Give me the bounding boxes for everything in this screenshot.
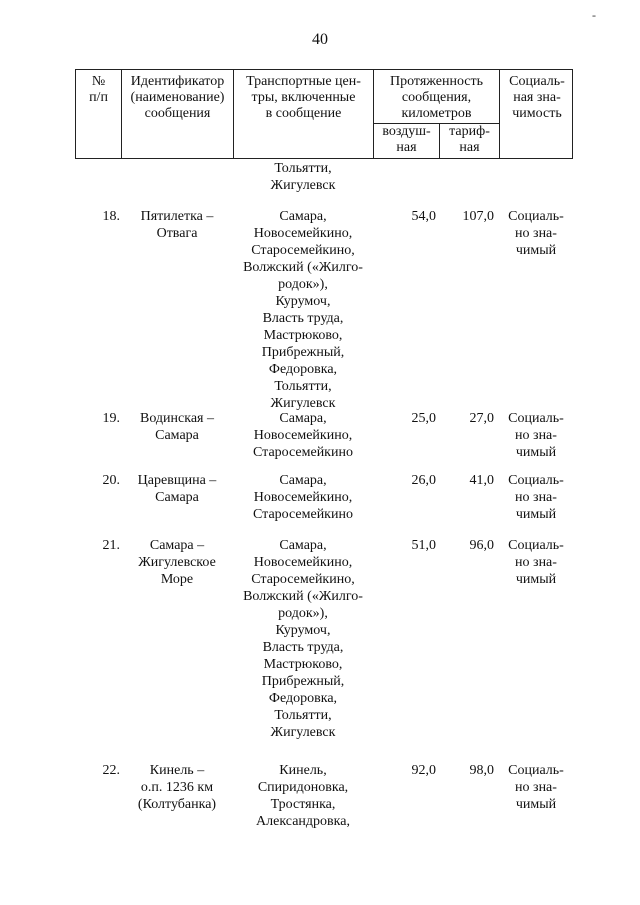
cell-name: Пятилетка – Отвага bbox=[140, 209, 214, 241]
cell-hubs: Самара, Новосемейкино, Старосемейкино bbox=[253, 473, 353, 522]
cell-tariff: 96,0 bbox=[469, 538, 494, 553]
header-air: воздуш- ная bbox=[374, 124, 440, 158]
cell-tariff: 27,0 bbox=[469, 411, 494, 426]
header-name: Идентификатор (наименование) сообщения bbox=[122, 70, 234, 158]
cell-air: 51,0 bbox=[411, 538, 436, 553]
header-length: Протяженность сообщения, километров bbox=[389, 74, 484, 121]
cell-social: Социаль- но зна- чимый bbox=[508, 473, 564, 522]
header-length-group bbox=[374, 70, 500, 158]
table-header bbox=[75, 69, 573, 159]
cell-air: 25,0 bbox=[411, 411, 436, 426]
page-number: 40 bbox=[312, 31, 328, 48]
cell-tariff: 41,0 bbox=[469, 473, 494, 488]
cell-name: Самара – Жигулевское Море bbox=[138, 538, 216, 587]
cell-hubs: Самара, Новосемейкино, Старосемейкино bbox=[253, 411, 353, 460]
cell-num: 19. bbox=[102, 411, 120, 426]
cell-num: 20. bbox=[102, 473, 120, 488]
cell-tariff: 107,0 bbox=[462, 209, 494, 224]
cell-social: Социаль- но зна- чимый bbox=[508, 538, 564, 587]
cell-hubs: Кинель, Спиридоновка, Тростянка, Александровка, bbox=[256, 763, 350, 829]
cell-num: 21. bbox=[102, 538, 120, 553]
cell-name: Кинель – о.п. 1236 км (Колтубанка) bbox=[137, 763, 217, 812]
cell-air: 54,0 bbox=[411, 209, 436, 224]
cell-social: Социаль- но зна- чимый bbox=[508, 763, 564, 812]
cell-hubs: Самара, Новосемейкино, Старосемейкино, Волжский («Жилго- родок»), Курумоч, Власть труда, Мастрюково, Прибрежный, Федоровка, Тольятти, Жигулевск bbox=[243, 209, 363, 411]
cell-air: 92,0 bbox=[411, 763, 436, 778]
cell-air: 26,0 bbox=[411, 473, 436, 488]
cell-hubs: Тольятти, Жигулевск bbox=[270, 161, 336, 193]
header-hubs: Транспортные цен- тры, включенные в сообщение bbox=[234, 70, 374, 158]
cell-hubs: Самара, Новосемейкино, Старосемейкино, Волжский («Жилго- родок»), Курумоч, Власть труда, Мастрюково, Прибрежный, Федоровка, Тольятти, Жигулевск bbox=[243, 538, 363, 740]
cell-tariff: 98,0 bbox=[469, 763, 494, 778]
cell-social: Социаль- но зна- чимый bbox=[508, 411, 564, 460]
cell-name: Водинская – Самара bbox=[140, 411, 214, 443]
margin-mark: - bbox=[592, 8, 596, 22]
cell-name: Царевщина – Самара bbox=[137, 473, 217, 505]
header-num: № п/п bbox=[76, 70, 122, 158]
cell-num: 22. bbox=[102, 763, 120, 778]
header-tariff: тариф- ная bbox=[449, 124, 490, 155]
cell-num: 18. bbox=[102, 209, 120, 224]
header-social: Социаль- ная зна- чимость bbox=[509, 74, 565, 121]
cell-social: Социаль- но зна- чимый bbox=[508, 209, 564, 258]
